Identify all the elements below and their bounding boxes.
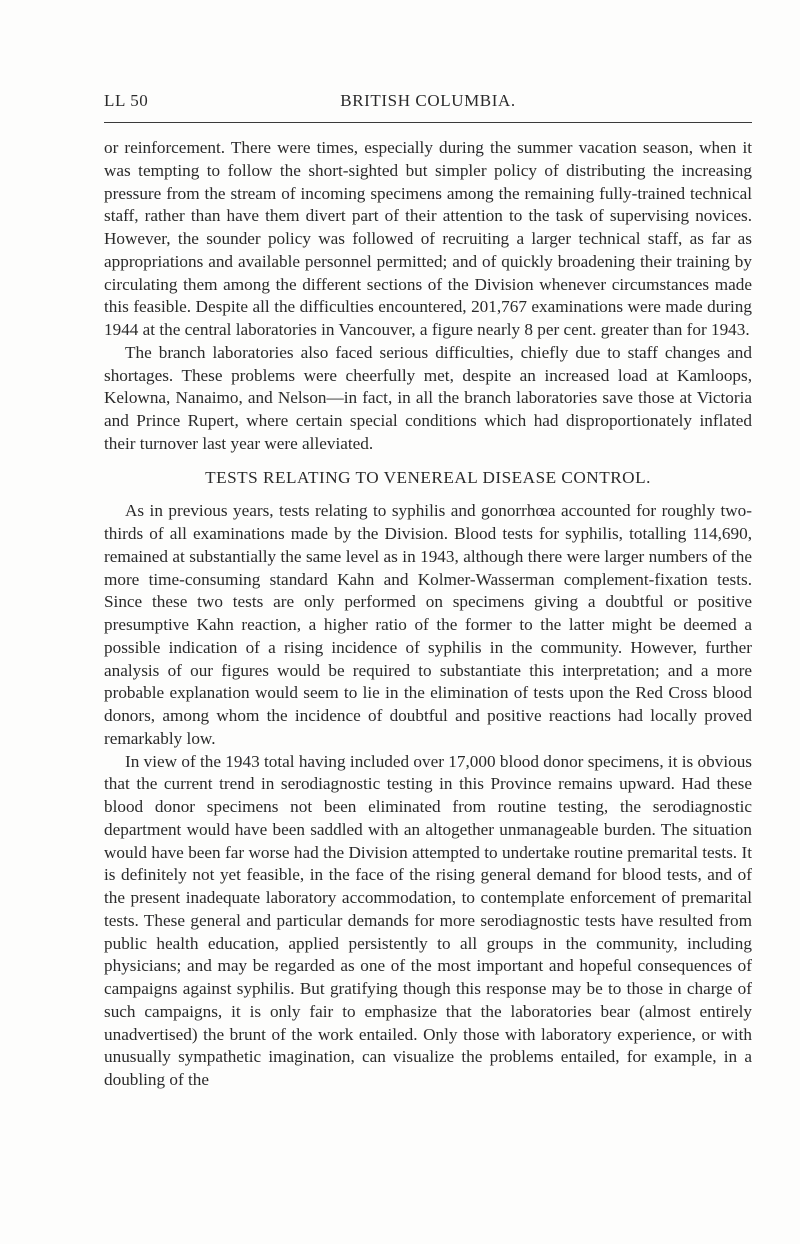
running-header bbox=[104, 91, 752, 113]
paragraph-branch-laboratories: The branch laboratories also faced serious difficulties, chiefly due to staff changes and shortages. These problems were cheerfully met, despite an increased load at Kamloops, Kelowna, Nanaimo, and Nelson—in fact, in all the branch laboratories save those at Victoria and Prince Rupert, where certain special conditions which had disproportionately inflated their turnover last year were alleviated. bbox=[104, 342, 752, 453]
paragraph-blood-donor-specimens: In view of the 1943 total having included over 17,000 blood donor specimens, it is obvious that the current trend in serodiagnostic testing in this Province remains upward. Had these blood donor specimens not been eliminated from routine testing, the serodiagnostic department would have been saddled with an altogether unmanageable burden. The situation would have been far worse had the Division attempted to undertake routine premarital tests. It is definitely not yet feasible, in the face of the rising general demand for blood tests, and of the present inadequate laboratory accommodation, to contemplate enforcement of premarital tests. These general and particular demands for more serodiagnostic tests have resulted from public health education, applied persistently to all groups in the community, including physicians; and may be regarded as one of the most important and hopeful consequences of campaigns against syphilis. But gratifying though this response may be to those in charge of such campaigns, it is only fair to emphasize that the laboratories bear (almost entirely unadvertised) the brunt of the work entailed. Only those with laboratory experience, or with unusually sympathetic imagination, can visualize the problems entailed, for example, in a doubling of the bbox=[104, 751, 752, 1089]
section-heading: TESTS RELATING TO VENEREAL DISEASE CONTROL. bbox=[205, 467, 651, 487]
page-number: LL 50 bbox=[104, 91, 149, 110]
paragraph-syphilis-tests: As in previous years, tests relating to syphilis and gonorrhœa accounted for roughly two-thirds of all examinations made by the Division. Blood tests for syphilis, totalling 114,690, remained at substantially the same level as in 1943, although there were larger numbers of the more time-consuming standard Kahn and Kolmer-Wasserman complement-fixation tests. Since these two tests are only performed on specimens giving a doubtful or positive presumptive Kahn reaction, a higher ratio of the former to the latter might be deemed a possible indication of a rising incidence of syphilis in the community. However, further analysis of our figures would be required to substantiate this interpretation; and a more probable explanation would seem to lie in the elimination of tests upon the Red Cross blood donors, among whom the incidence of doubtful and positive reactions had locally proved remarkably low. bbox=[104, 501, 752, 748]
body-text bbox=[104, 137, 752, 1092]
header-rule bbox=[104, 122, 752, 123]
paragraph-reinforcement: or reinforcement. There were times, especially during the summer vacation season, when it was tempting to follow the short-sighted but simpler policy of distributing the increasing pressure from the stream of incoming specimens among the remaining fully-trained technical staff, rather than have them divert part of their attention to the task of supervising novices. However, the sounder policy was followed of recruiting a larger technical staff, as far as appropriations and available personnel permitted; and of quickly broadening their training by circulating them among the different sections of the Division whenever circumstances made this feasible. Despite all the difficulties encountered, 201,767 examinations were made during 1944 at the central laboratories in Vancouver, a figure nearly 8 per cent. greater than for 1943. bbox=[104, 138, 752, 339]
header-title: BRITISH COLUMBIA. bbox=[340, 91, 516, 110]
